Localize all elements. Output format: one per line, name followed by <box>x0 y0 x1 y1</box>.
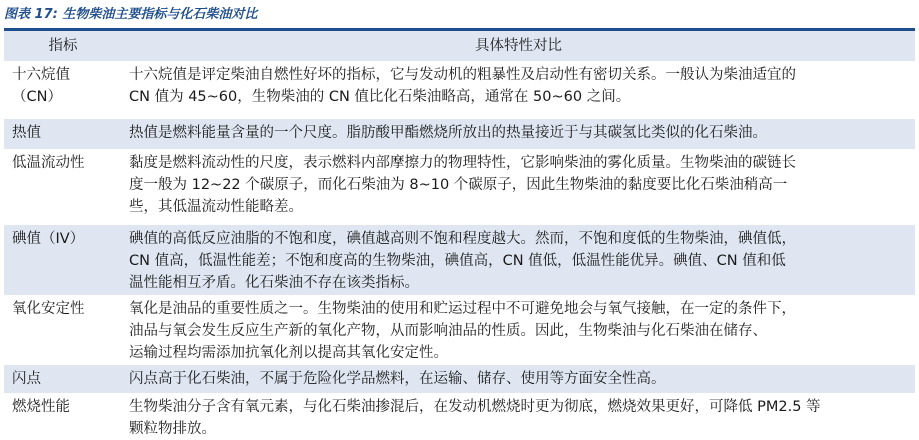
row-description <box>129 368 912 390</box>
description-line: 热值是燃料能量含量的一个尺度。脂肪酸甲酯燃烧所放出的热量接近于与其碳氢比类似的化石柴油。 <box>129 125 767 141</box>
row-label <box>12 152 122 174</box>
header-indicator: 指标 <box>48 38 78 54</box>
table-row-iodine-value <box>4 225 915 295</box>
row-label <box>12 228 122 250</box>
row-description <box>129 396 912 440</box>
row-description <box>129 122 912 144</box>
header-comparison: 具体特性对比 <box>475 38 562 54</box>
description-line: 十六烷值是评定柴油自燃性好坏的指标，它与发动机的粗暴性及启动性有密切关系。一般认为柴油适宜的 <box>129 67 796 83</box>
table-row-heat-value <box>4 119 915 149</box>
description-line: 温性能相互矛盾。化石柴油不存在该类指标。 <box>129 275 419 291</box>
row-description <box>129 298 912 364</box>
description-line: 氧化是油品的重要性质之一。生物柴油的使用和贮运过程中不可避免地会与氧气接触，在一定的条件下， <box>129 301 796 317</box>
row-label <box>12 298 122 320</box>
description-line: 闪点高于化石柴油，不属于危险化学品燃料，在运输、储存、使用等方面安全性高。 <box>129 371 666 387</box>
description-line: 度一般为 12~22 个碳原子，而化石柴油为 8~10 个碳原子，因此生物柴油的黏度要比化石柴油稍高一 <box>129 177 788 193</box>
figure-caption: 图表 17: 生物柴油主要指标与化石柴油对比 <box>4 7 258 22</box>
row-label-line: 低温流动性 <box>12 155 85 171</box>
description-line: CN 值为 45~60，生物柴油的 CN 值比化石柴油略高，通常在 50~60 之间。 <box>129 89 631 105</box>
description-line: 油品与氧会发生反应生产新的氧化产物，从而影响油品的性质。因此，生物柴油与化石柴油在储存、 <box>129 323 767 339</box>
row-label-line: 燃烧性能 <box>12 399 70 415</box>
row-label <box>12 368 122 390</box>
description-line: 生物柴油分子含有氧元素，与化石柴油掺混后，在发动机燃烧时更为彻底，燃烧效果更好，可降低 PM2.5 等 <box>129 399 821 415</box>
row-label <box>12 122 122 144</box>
row-label-line: 闪点 <box>12 371 41 387</box>
table-row-oxidation-stability <box>4 295 915 365</box>
table-row-flash-point <box>4 365 915 393</box>
table-header <box>4 31 915 61</box>
row-description <box>129 228 912 294</box>
row-description <box>129 152 912 218</box>
row-label <box>12 64 122 108</box>
table-row-combustion <box>4 393 915 439</box>
table-row-cetane <box>4 61 915 119</box>
row-label-line: 碘值（IV） <box>12 231 85 247</box>
row-label-line: 氧化安定性 <box>12 301 85 317</box>
table-row-cold-flow <box>4 149 915 225</box>
row-label <box>12 396 122 418</box>
description-line: 黏度是燃料流动性的尺度，表示燃料内部摩擦力的物理特性，它影响柴油的雾化质量。生物柴油的碳链长 <box>129 155 796 171</box>
description-line: 些，其低温流动性能略差。 <box>129 199 303 215</box>
description-line: 颗粒物排放。 <box>129 421 216 437</box>
description-line: 运输过程均需添加抗氧化剂以提高其氧化安定性。 <box>129 345 448 361</box>
row-description <box>129 64 912 108</box>
description-line: CN 值高，低温性能差；不饱和度高的生物柴油，碘值高，CN 值低，低温性能优异。碘值、CN 值和低 <box>129 253 786 269</box>
row-label-line: 十六烷值 <box>12 67 70 83</box>
row-label-line: （CN） <box>12 89 62 105</box>
row-label-line: 热值 <box>12 125 41 141</box>
description-line: 碘值的高低反应油脂的不饱和度，碘值越高则不饱和程度越大。然而，不饱和度低的生物柴油，碘值低， <box>129 231 796 247</box>
